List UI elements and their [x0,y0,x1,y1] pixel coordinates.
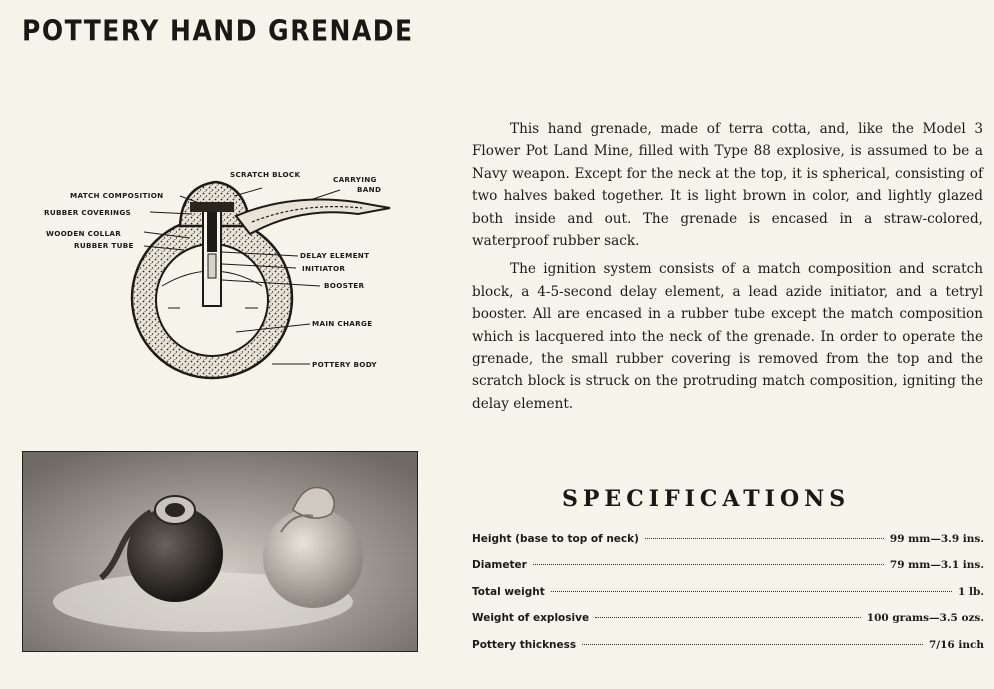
leader-dots [582,644,923,645]
leader-dots [645,538,884,539]
label-scratch-block: SCRATCH BLOCK [230,170,301,179]
spec-row-explosive-weight [472,612,984,638]
leader-dots [533,564,884,565]
description-text [472,118,983,421]
spec-value: 99 mm—3.9 ins. [889,533,984,545]
label-booster: BOOSTER [324,281,365,290]
description-paragraph-2: The ignition system consists of a match composition and scratch block, a 4-5-second delay element, a lead azide initiator, and a tetryl booster. All are encased in a rubber tube except the match composition which is lacquered into the neck of the grenade. In order to operate the grenade, the small rubber covering is removed from the top and the scratch block is struck on the protruding match composition, igniting the delay element. [472,261,983,412]
spec-row-pottery-thickness [472,639,984,665]
label-match-composition: MATCH COMPOSITION [70,191,164,200]
specifications-list [472,533,984,665]
description-paragraph-1: This hand grenade, made of terra cotta, and, like the Model 3 Flower Pot Land Mine, filled with Type 88 explosive, is assumed to be a Navy weapon. Except for the neck at the top, it is spherical, consisting of two halves baked together. It is light brown in color, and lightly glazed both inside and out. The grenade is encased in a straw-colored, waterproof rubber sack. [472,121,983,250]
leader-dots [595,617,861,618]
spec-label: Weight of explosive [472,612,590,625]
spec-value: 7/16 inch [928,638,984,651]
label-initiator: INITIATOR [302,264,346,273]
specifications-heading: SPECIFICATIONS [562,486,851,512]
photo-image [23,452,417,651]
label-carrying-band-line2: BAND [357,185,382,194]
page-title: POTTERY HAND GRENADE [22,14,414,48]
spec-label: Pottery thickness [472,638,577,651]
spec-row-height [472,533,984,559]
spec-value: 1 lb. [958,585,984,598]
label-wooden-collar: WOODEN COLLAR [46,229,122,238]
grenade-photograph [22,451,418,652]
spec-row-total-weight [472,586,984,612]
spec-label: Diameter [472,559,527,572]
label-delay-element: DELAY ELEMENT [300,251,370,260]
leader-dots [551,591,952,592]
cross-section-diagram [40,168,400,403]
spec-value: 100 grams—3.5 ozs. [866,612,984,625]
label-rubber-tube: RUBBER TUBE [74,241,134,250]
label-rubber-coverings: RUBBER COVERINGS [44,208,132,217]
label-pottery-body: POTTERY BODY [312,360,377,369]
spec-row-diameter [472,559,984,585]
spec-label: Total weight [472,585,545,598]
spec-value: 79 mm—3.1 ins. [889,559,984,572]
label-main-charge: MAIN CHARGE [312,319,373,328]
spec-label: Height (base to top of neck) [472,533,639,545]
label-carrying-band-line1: CARRYING [333,175,377,184]
